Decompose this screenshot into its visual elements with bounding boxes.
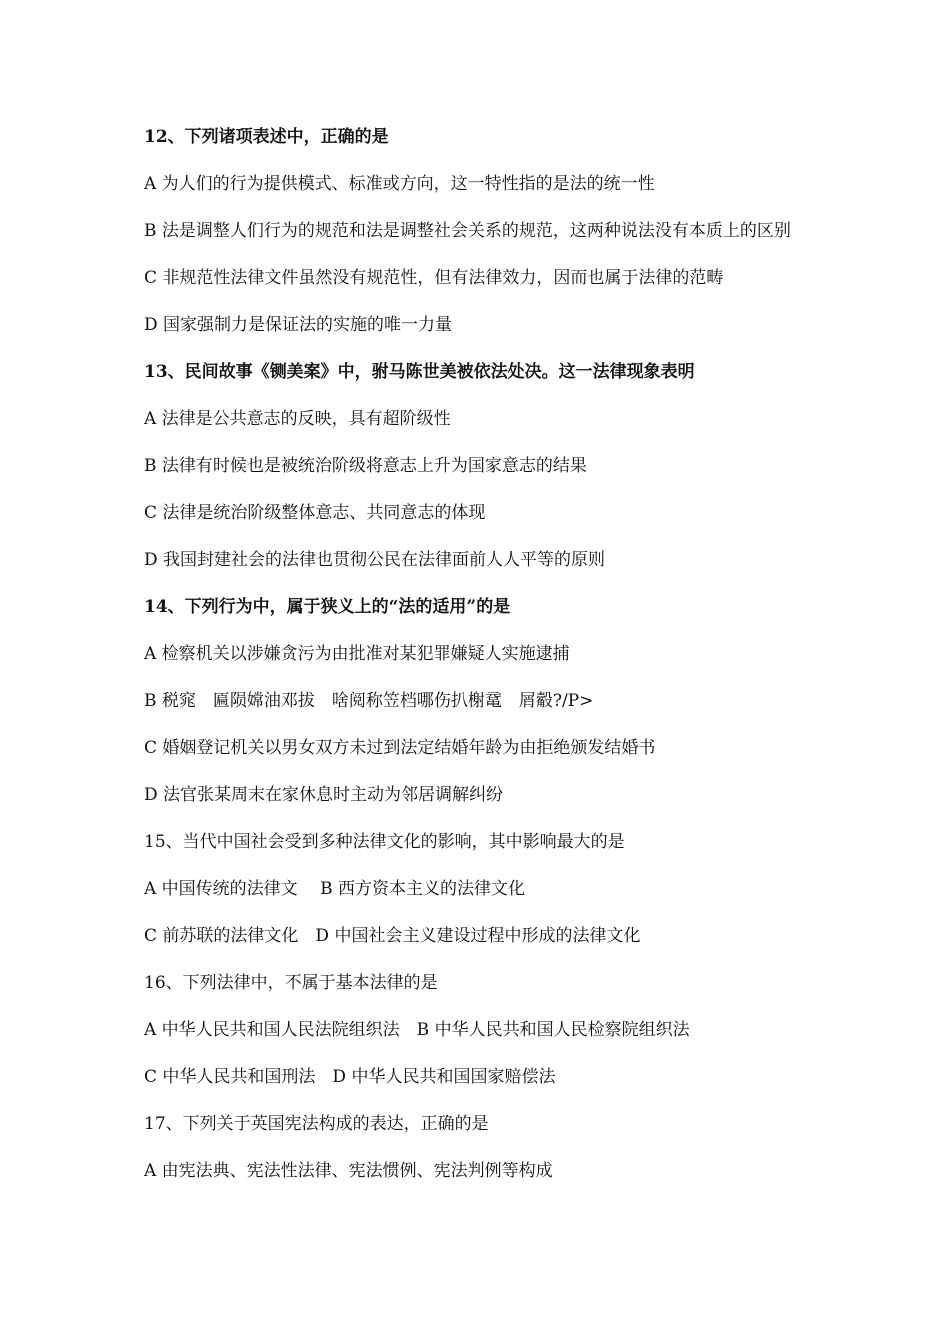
- document-page: [144, 125, 824, 1206]
- option-12-b: B 法是调整人们行为的规范和法是调整社会关系的规范，这两种说法没有本质上的区别: [144, 221, 791, 241]
- question-15: 15、当代中国社会受到多种法律文化的影响，其中影响最大的是: [144, 832, 625, 852]
- option-13-a: A 法律是公共意志的反映，具有超阶级性: [144, 409, 451, 429]
- option-17-a: A 由宪法典、宪法性法律、宪法惯例、宪法判例等构成: [144, 1161, 553, 1181]
- option-13-d: D 我国封建社会的法律也贯彻公民在法律面前人人平等的原则: [144, 550, 606, 570]
- option-14-b: B 税窕 匾陨嫦油邓拔 啥阅称笠档哪伤扒榭鼋 屑觳?/P>: [144, 691, 594, 711]
- option-15-cd: C 前苏联的法律文化 D 中国社会主义建设过程中形成的法律文化: [144, 926, 641, 946]
- option-16-ab: A 中华人民共和国人民法院组织法 B 中华人民共和国人民检察院组织法: [144, 1020, 690, 1040]
- option-13-c: C 法律是统治阶级整体意志、共同意志的体现: [144, 503, 486, 523]
- option-14-d: D 法官张某周末在家休息时主动为邻居调解纠纷: [144, 785, 504, 805]
- question-17: 17、下列关于英国宪法构成的表达，正确的是: [144, 1114, 489, 1134]
- question-12: 12、下列诸项表述中，正确的是: [144, 127, 389, 147]
- option-14-a: A 检察机关以涉嫌贪污为由批准对某犯罪嫌疑人实施逮捕: [144, 644, 570, 664]
- option-12-a: A 为人们的行为提供模式、标准或方向，这一特性指的是法的统一性: [144, 174, 655, 194]
- question-14: 14、下列行为中，属于狭义上的“法的适用”的是: [144, 597, 511, 617]
- question-13: 13、民间故事《铡美案》中，驸马陈世美被依法处决。这一法律现象表明: [144, 362, 695, 382]
- option-12-c: C 非规范性法律文件虽然没有规范性，但有法律效力，因而也属于法律的范畴: [144, 268, 724, 288]
- option-16-cd: C 中华人民共和国刑法 D 中华人民共和国国家赔偿法: [144, 1067, 556, 1087]
- option-14-c: C 婚姻登记机关以男女双方未过到法定结婚年龄为由拒绝颁发结婚书: [144, 738, 656, 758]
- option-15-ab: A 中国传统的法律文 B 西方资本主义的法律文化: [144, 879, 525, 899]
- question-16: 16、下列法律中，不属于基本法律的是: [144, 973, 438, 993]
- option-13-b: B 法律有时候也是被统治阶级将意志上升为国家意志的结果: [144, 456, 587, 476]
- option-12-d: D 国家强制力是保证法的实施的唯一力量: [144, 315, 453, 335]
